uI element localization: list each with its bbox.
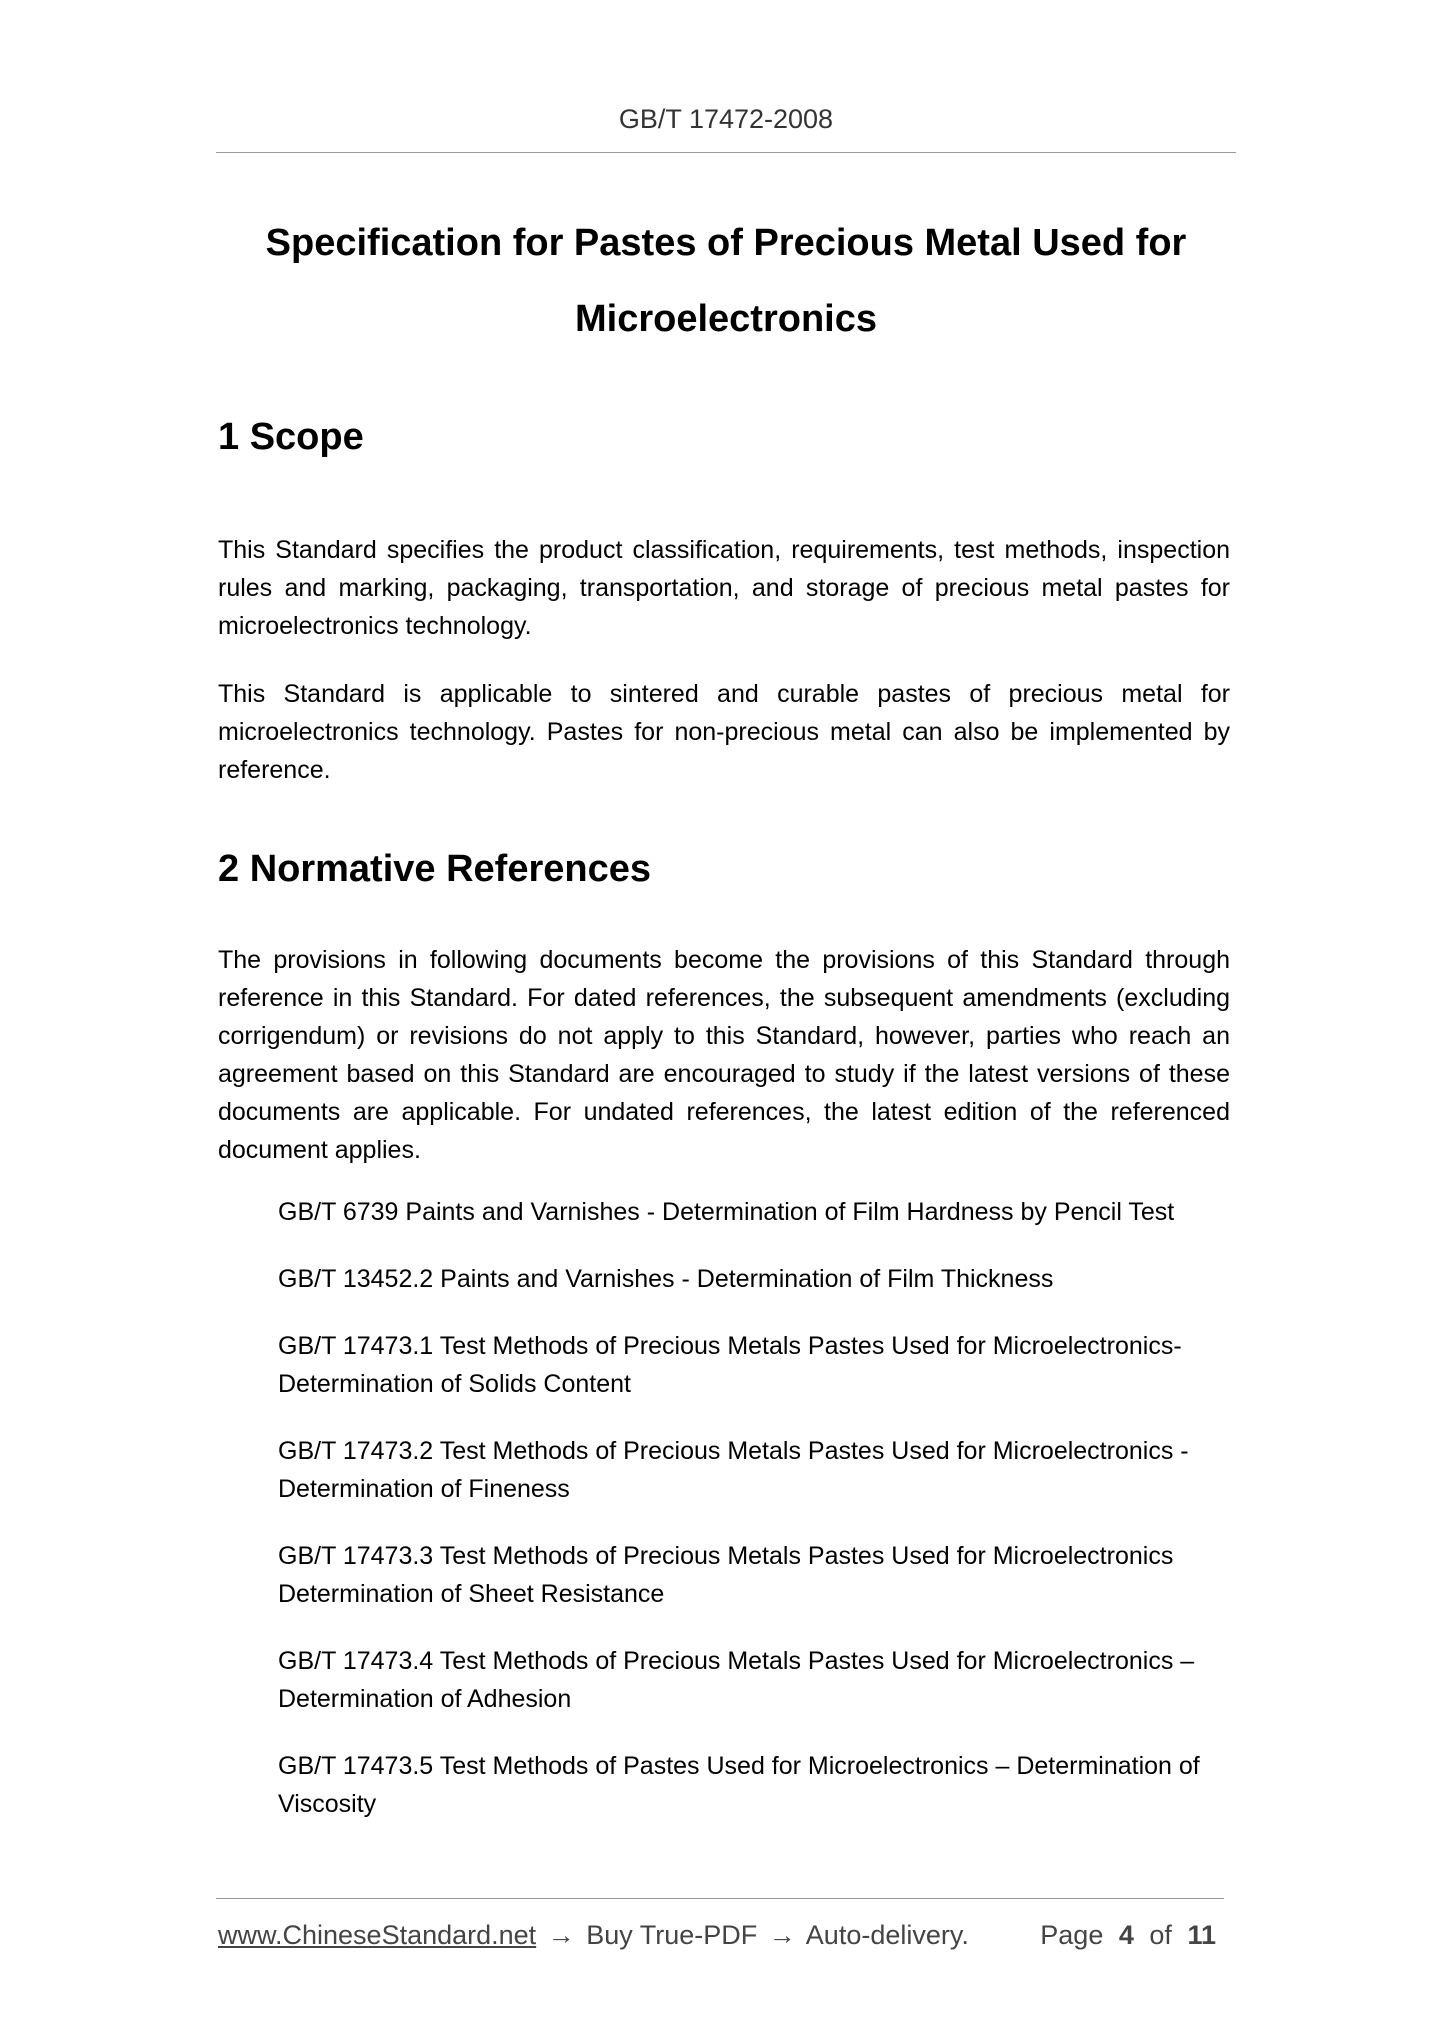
running-header: GB/T 17472-2008 <box>618 104 834 134</box>
site-link[interactable]: www.ChineseStandard.net <box>218 1920 537 1950</box>
page-indicator <box>1040 1915 1224 1955</box>
buy-true-pdf-text: Buy True-PDF <box>586 1920 758 1950</box>
document-title <box>216 205 1236 357</box>
page-current: 4 <box>1118 1920 1134 1950</box>
normative-references-intro: The provisions in following documents become the provisions of this Standard through reference in this Standard. For dated references, the subsequent amendments (excluding corrigendum) or revisions do not apply to this Standard, however, parties who reach an agreement based on this Standard are encouraged to study if the latest versions of these documents are applicable. For undated references, the latest edition of the referenced document applies. <box>218 946 1230 1164</box>
section-heading-scope: 1 Scope <box>218 416 364 458</box>
arrow-right-icon: → <box>768 1920 796 1950</box>
reference-item: GB/T 13452.2 Paints and Varnishes - Determination of Film Thickness <box>278 1265 1054 1293</box>
document-title-line-2: Microelectronics <box>575 298 877 340</box>
scope-paragraph-1: This Standard specifies the product classification, requirements, test methods, inspection rules and marking, packaging, transportation, and storage of precious metal pastes for microelectronics technology. <box>218 536 1230 640</box>
footer-divider <box>216 1898 1224 1899</box>
reference-item: GB/T 17473.3 Test Methods of Precious Metals Pastes Used for Microelectronics Determination of Sheet Resistance <box>278 1542 1174 1608</box>
reference-item: GB/T 17473.1 Test Methods of Precious Metals Pastes Used for Microelectronics-Determination of Solids Content <box>278 1332 1182 1398</box>
reference-item: GB/T 17473.5 Test Methods of Pastes Used for Microelectronics – Determination of Viscosity <box>278 1752 1200 1818</box>
page-footer <box>218 1915 1224 1955</box>
document-title-line-1: Specification for Pastes of Precious Metal Used for <box>265 222 1187 264</box>
reference-item: GB/T 17473.4 Test Methods of Precious Metals Pastes Used for Microelectronics – Determination of Adhesion <box>278 1647 1195 1713</box>
page-of-label: of <box>1149 1920 1172 1950</box>
section-heading-normative-references: 2 Normative References <box>218 848 651 890</box>
reference-item: GB/T 17473.2 Test Methods of Precious Metals Pastes Used for Microelectronics - Determination of Fineness <box>278 1437 1189 1503</box>
reference-item: GB/T 6739 Paints and Varnishes - Determination of Film Hardness by Pencil Test <box>278 1198 1175 1226</box>
reference-list <box>278 1193 1230 1852</box>
page-total: 11 <box>1187 1920 1216 1950</box>
auto-delivery-text: Auto-delivery. <box>805 1920 969 1950</box>
header-divider <box>216 152 1236 153</box>
page-label: Page <box>1040 1920 1104 1950</box>
arrow-right-icon: → <box>547 1920 575 1950</box>
scope-paragraph-2: This Standard is applicable to sintered and curable pastes of precious metal for microelectronics technology. Pastes for non-precious metal can also be implemented by reference. <box>218 680 1230 784</box>
